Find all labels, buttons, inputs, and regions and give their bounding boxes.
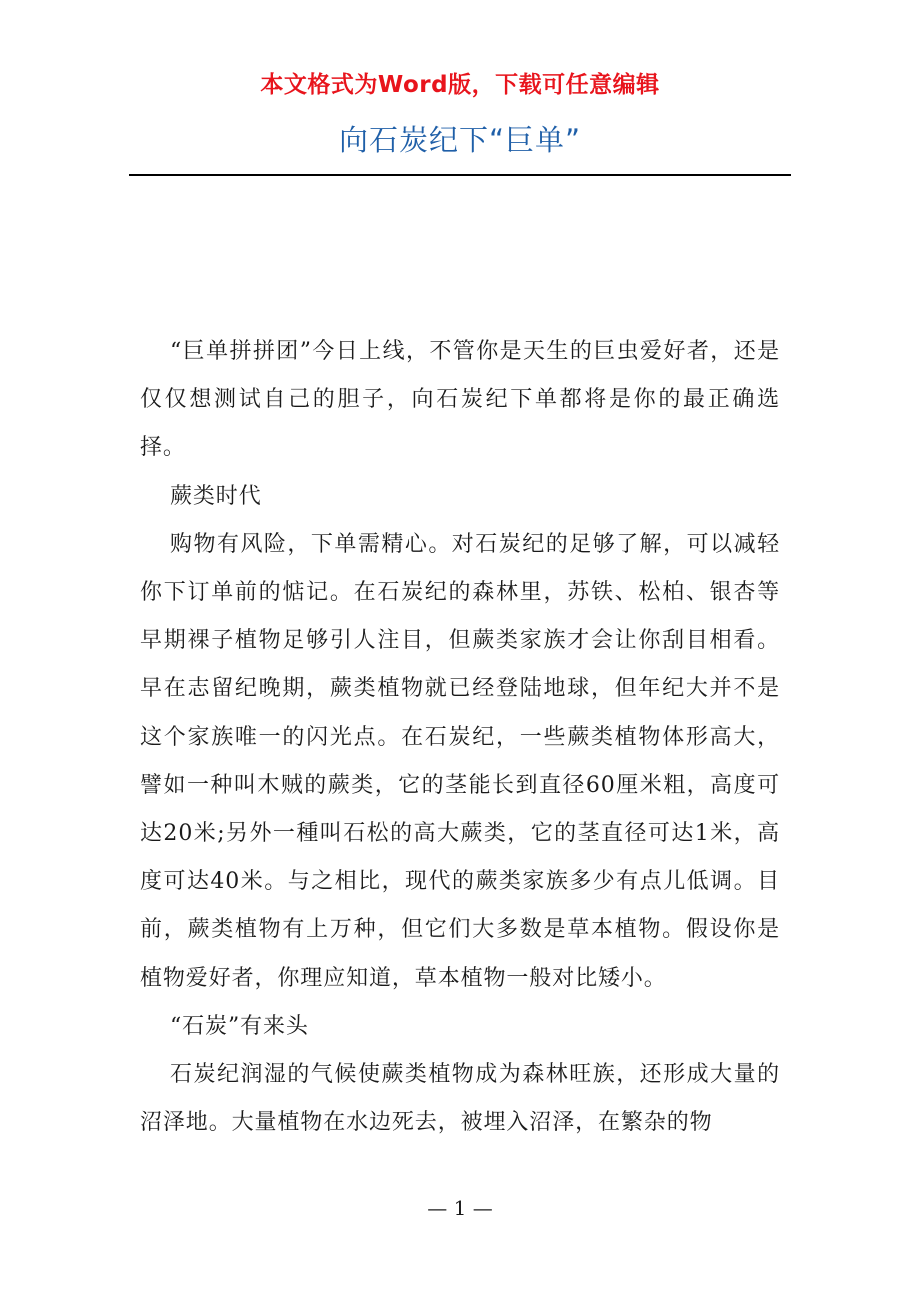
document-title: 向石炭纪下“巨单” bbox=[338, 123, 582, 157]
section-heading-fern-era: 蕨类时代 bbox=[170, 483, 262, 509]
section-heading-coal-origin: “石炭”有来头 bbox=[170, 1013, 309, 1039]
page-number: — 1 — bbox=[427, 1196, 493, 1220]
paragraph-coal-origin: 石炭纪润湿的气候使蕨类植物成为森林旺族，还形成大量的沼泽地。大量植物在水边死去，被埋入沼泽，在繁杂的物 bbox=[140, 1062, 780, 1136]
header-divider bbox=[129, 174, 791, 176]
format-notice-banner: 本文格式为Word版，下载可任意编辑 bbox=[260, 72, 660, 98]
paragraph-intro: “巨单拼拼团”今日上线，不管你是天生的巨虫爱好者，还是仅仅想测试自己的胆子，向石炭纪下单都将是你的最正确选择。 bbox=[140, 339, 780, 461]
document-body bbox=[140, 328, 780, 1147]
paragraph-fern-era: 购物有风险，下单需精心。对石炭纪的足够了解，可以减轻你下订单前的惦记。在石炭纪的森林里，苏铁、松柏、银杏等早期裸子植物足够引人注目，但蕨类家族才会让你刮目相看。早在志留纪晚期，蕨类植物就已经登陆地球，但年纪大并不是这个家族唯一的闪光点。在石炭纪，一些蕨类植物体形高大，譬如一种叫木贼的蕨类，它的茎能长到直径60厘米粗，高度可达20米;另外一種叫石松的高大蕨类，它的茎直径可达1米，高度可达40米。与之相比，现代的蕨类家族多少有点儿低调。目前，蕨类植物有上万种，但它们大多数是草本植物。假设你是植物爱好者，你理应知道，草本植物一般对比矮小。 bbox=[140, 531, 780, 991]
